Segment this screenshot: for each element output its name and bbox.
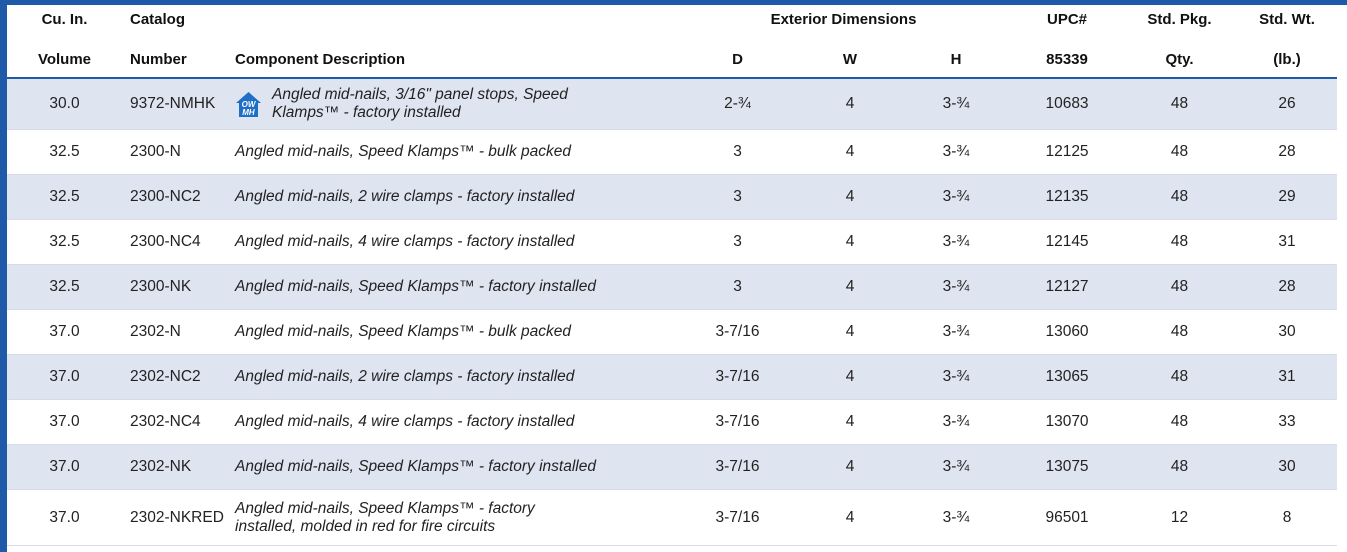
cell-weight: 8 (1282, 508, 1292, 526)
table-row (7, 445, 1337, 490)
header-description: Component Description (235, 51, 406, 68)
cell-depth: 2-¾ (724, 95, 751, 112)
description-line: Angled mid-nails, 2 wire clamps - factory installed (235, 368, 575, 385)
cell-depth: 3-7/16 (715, 413, 760, 430)
cell-height: 3-¾ (942, 143, 970, 160)
description-line: Angled mid-nails, 4 wire clamps - factory installed (235, 413, 575, 430)
cell-catalog-number: 2300-NC4 (130, 233, 201, 250)
cell-width: 4 (845, 323, 855, 340)
header-catalog-line1: Catalog (130, 11, 186, 28)
table-row (7, 265, 1337, 310)
cell-catalog-number: 2300-NK (130, 278, 192, 295)
cell-height: 3-¾ (942, 233, 970, 250)
cell-weight: 31 (1278, 233, 1296, 250)
description-text (235, 188, 574, 206)
cell-weight: 31 (1278, 368, 1296, 385)
description-text (272, 86, 568, 122)
cell-weight: 26 (1278, 95, 1296, 112)
cell-catalog-number: 2302-NKRED (130, 508, 224, 526)
cell-description (227, 130, 675, 175)
cell-height: 3-¾ (942, 188, 970, 205)
cell-upc: 96501 (1045, 508, 1089, 526)
cell-depth: 3 (733, 278, 742, 295)
cell-upc: 13070 (1045, 413, 1089, 430)
cell-depth: 3 (733, 233, 742, 250)
cell-catalog-number: 2302-NC2 (130, 368, 201, 385)
cell-catalog-number: 2300-NC2 (130, 188, 201, 205)
header-wt-line2: (lb.) (1273, 51, 1301, 68)
cell-width: 4 (845, 458, 855, 475)
description-line: installed, molded in red for fire circuits (235, 517, 496, 535)
description-text (235, 323, 571, 341)
cell-depth: 3 (733, 188, 742, 205)
table-row (7, 310, 1337, 355)
cell-height: 3-¾ (942, 413, 970, 430)
product-spec-table (7, 5, 1337, 546)
cell-width: 4 (845, 143, 855, 160)
cell-pkg-qty: 48 (1170, 413, 1189, 430)
description-line: Angled mid-nails, Speed Klamps™ - factory (235, 499, 535, 517)
cell-depth: 3 (733, 143, 742, 160)
description-line: Angled mid-nails, 2 wire clamps - factory installed (235, 188, 575, 205)
cell-height: 3-¾ (942, 278, 970, 295)
badge-bottom-text: MH (242, 107, 255, 117)
cell-catalog-number: 2300-N (130, 143, 181, 160)
cell-height: 3-¾ (942, 508, 970, 526)
cell-weight: 28 (1278, 143, 1296, 160)
cell-depth: 3-7/16 (715, 458, 760, 475)
description-line: Angled mid-nails, Speed Klamps™ - factory installed (235, 458, 596, 475)
table-row (7, 490, 1337, 546)
table-row (7, 175, 1337, 220)
cell-weight: 33 (1278, 413, 1296, 430)
description-text (235, 413, 574, 431)
cell-width: 4 (845, 413, 855, 430)
table-row (7, 130, 1337, 175)
description-line: Angled mid-nails, Speed Klamps™ - factory installed (235, 278, 596, 295)
cell-description (227, 78, 675, 130)
cell-weight: 28 (1278, 278, 1296, 295)
description-line: Angled mid-nails, 4 wire clamps - factory installed (235, 233, 575, 250)
cell-pkg-qty: 12 (1170, 508, 1189, 526)
cell-description (227, 355, 675, 400)
header-upc-line2: 85339 (1046, 51, 1088, 68)
cell-volume: 32.5 (49, 233, 80, 250)
cell-weight: 30 (1278, 458, 1296, 475)
cell-width: 4 (845, 95, 855, 112)
badge-top-text: OW (241, 99, 256, 109)
cell-pkg-qty: 48 (1170, 368, 1189, 385)
cell-weight: 29 (1278, 188, 1296, 205)
cell-upc: 10683 (1045, 95, 1089, 112)
cell-width: 4 (845, 188, 855, 205)
cell-upc: 13075 (1045, 458, 1089, 475)
description-line: Angled mid-nails, Speed Klamps™ - bulk packed (235, 323, 572, 340)
cell-description (227, 220, 675, 265)
cell-volume: 32.5 (49, 278, 80, 295)
description-text (235, 143, 571, 161)
cell-depth: 3-7/16 (715, 508, 760, 526)
cell-volume: 30.0 (49, 95, 80, 112)
cell-upc: 12135 (1045, 188, 1089, 205)
header-row-top (7, 5, 1337, 29)
cell-width: 4 (845, 508, 855, 526)
description-text (235, 278, 596, 296)
description-line: Klamps™ - factory installed (272, 104, 461, 121)
cell-pkg-qty: 48 (1170, 188, 1189, 205)
cell-height: 3-¾ (942, 368, 970, 385)
description-text (235, 368, 574, 386)
cell-upc: 13065 (1045, 368, 1089, 385)
description-text (235, 500, 535, 536)
cell-width: 4 (845, 278, 855, 295)
cell-volume: 37.0 (49, 508, 80, 526)
header-d: D (732, 51, 743, 68)
cell-volume: 37.0 (49, 323, 80, 340)
table-row (7, 355, 1337, 400)
cell-pkg-qty: 48 (1170, 143, 1189, 160)
cell-height: 3-¾ (942, 458, 970, 475)
cell-upc: 13060 (1045, 323, 1089, 340)
cell-description (227, 175, 675, 220)
cell-pkg-qty: 48 (1170, 95, 1189, 112)
cell-catalog-number: 2302-NK (130, 458, 192, 475)
header-pkg-line2: Qty. (1165, 51, 1194, 68)
cell-catalog-number: 2302-NC4 (130, 413, 201, 430)
cell-description (227, 265, 675, 310)
table-row (7, 78, 1337, 130)
table-row (7, 400, 1337, 445)
cell-pkg-qty: 48 (1170, 323, 1189, 340)
cell-upc: 12127 (1045, 278, 1089, 295)
header-h: H (950, 51, 962, 68)
cell-volume: 32.5 (49, 188, 80, 205)
cell-description (227, 400, 675, 445)
header-wt-line1: Std. Wt. (1259, 11, 1315, 28)
cell-catalog-number: 9372-NMHK (130, 95, 216, 112)
cell-depth: 3-7/16 (715, 323, 760, 340)
header-upc-line1: UPC# (1047, 11, 1088, 28)
cell-width: 4 (845, 368, 855, 385)
table-row (7, 220, 1337, 265)
cell-volume: 37.0 (49, 458, 80, 475)
header-volume-line1: Cu. In. (41, 11, 88, 28)
owmh-house-icon (235, 91, 262, 118)
cell-depth: 3-7/16 (715, 368, 760, 385)
description-text (235, 458, 596, 476)
cell-width: 4 (845, 233, 855, 250)
cell-upc: 12145 (1045, 233, 1089, 250)
cell-description (227, 310, 675, 355)
cell-volume: 32.5 (49, 143, 80, 160)
description-line: Angled mid-nails, Speed Klamps™ - bulk packed (235, 143, 572, 160)
table-body (7, 78, 1337, 546)
header-w: W (842, 51, 858, 68)
cell-description (227, 445, 675, 490)
description-line: Angled mid-nails, 3/16" panel stops, Speed (272, 86, 568, 103)
header-exterior-dimensions: Exterior Dimensions (770, 11, 917, 28)
cell-height: 3-¾ (942, 95, 970, 112)
spec-sheet (7, 5, 1347, 552)
header-row-bottom (7, 29, 1337, 78)
cell-pkg-qty: 48 (1170, 278, 1189, 295)
cell-description (227, 490, 675, 546)
cell-height: 3-¾ (942, 323, 970, 340)
header-catalog-line2: Number (130, 51, 187, 68)
description-text (235, 233, 574, 251)
header-pkg-line1: Std. Pkg. (1147, 11, 1212, 28)
cell-catalog-number: 2302-N (130, 323, 181, 340)
cell-volume: 37.0 (49, 413, 80, 430)
cell-pkg-qty: 48 (1170, 233, 1189, 250)
header-spacer (227, 5, 675, 29)
header-volume-line2: Volume (37, 51, 92, 68)
cell-volume: 37.0 (49, 368, 80, 385)
cell-pkg-qty: 48 (1170, 458, 1189, 475)
cell-weight: 30 (1278, 323, 1296, 340)
cell-upc: 12125 (1045, 143, 1089, 160)
